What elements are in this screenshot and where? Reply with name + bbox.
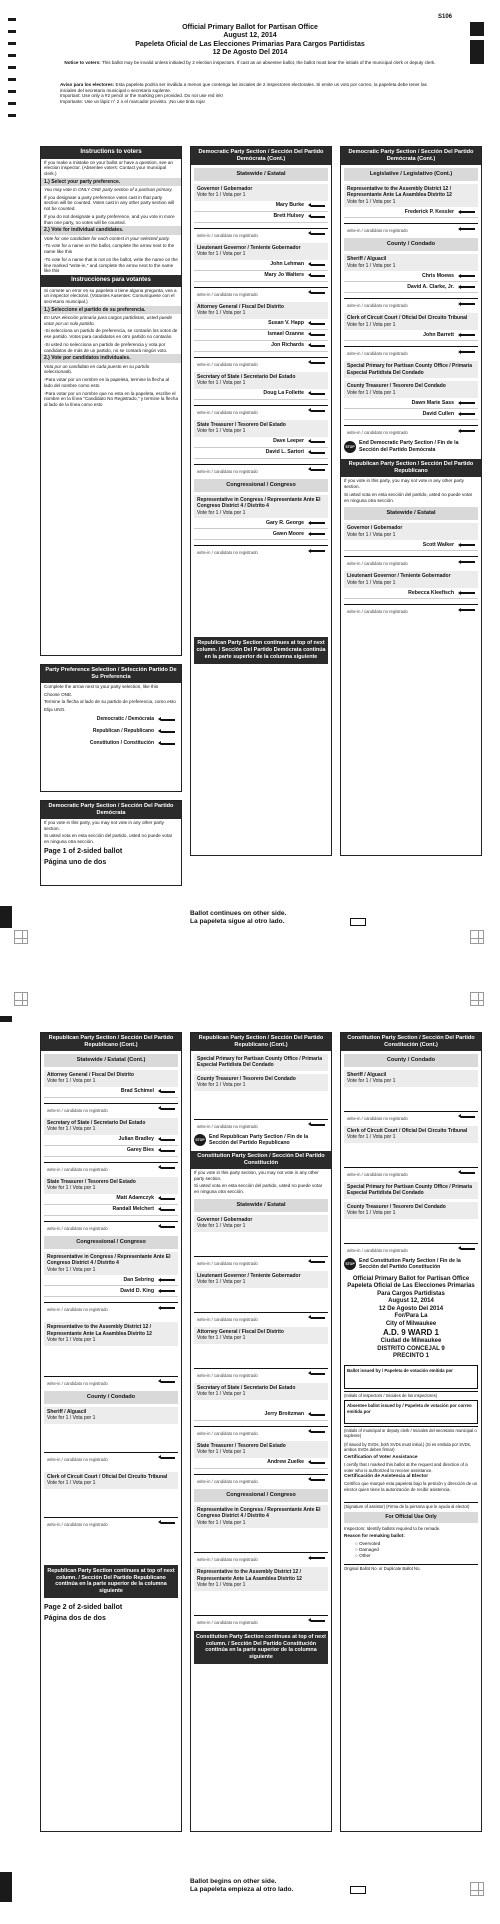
vote-arrow[interactable] [161,1381,175,1383]
stop-icon: STOP [344,441,356,453]
write-in-line[interactable]: write-in / candidato no registrado [44,1376,178,1388]
vote-arrow[interactable] [461,430,475,432]
vote-arrow[interactable] [161,1108,175,1110]
vote-arrow[interactable] [161,731,175,733]
candidate-option[interactable]: Andrew Zuelke [194,1458,328,1469]
vote-arrow[interactable] [311,1261,325,1263]
vote-arrow[interactable] [311,410,325,412]
vote-arrow[interactable] [161,1139,175,1141]
vote-arrow[interactable] [461,351,475,353]
vote-arrow[interactable] [311,1124,325,1126]
vote-arrow[interactable] [161,719,175,721]
candidate-option[interactable]: David Cullen [344,409,478,420]
crosshair-icon [14,992,28,1006]
timing-mark [8,90,16,93]
write-in-line[interactable]: write-in / candidato no registrado [344,1243,478,1255]
write-in-line[interactable]: write-in / candidato no registrado [194,287,328,299]
vote-arrow[interactable] [461,544,475,546]
candidate-option[interactable]: David D. King [44,1286,178,1297]
republican-constitution-column: Republican Party Section / Sección Del Partido Republicano (Cont.) Special Primary for Partisan County Office / Primaria Especial Partidista Del Condado County Treasurer / Tesorero Del Condado Vote for 1 / Vota por 1 write-in / candidato no registrado STOP End Republican Party Section / Fin de la Sección del Partido Republicano Constitution Party Section / Sección Del Partido Constitución If you vote in this party section, you may not vote in any other party section. Si usted vota en esta sección del partido, usted no puede votar en ninguna otra sección. Statewide / Estatal Governor / Gobernador Vote for 1 / Vota por 1 write-in / candidato no registrado Lieutenant Governor / Teniente Gobernador Vote for 1 / Vota por 1 write-in / candidato no registrado Attorney General / Fiscal Del Distrito Vote for 1 / Vota por 1 write-in / candidato no registrado Secretary of State / Secretario Del Estado Vote for 1 / Vota por 1 Jerry Broitzman write-in / candidato no registrado State Treasurer / Tesorero Del Estado Vote for 1 / Vota por 1 Andrew Zuelke write-in / candidato no registrado Congressional / Congreso Representative in Congress / Representante Ante El Congreso District 4 / Distrito 4 Vote for 1 / Vota por 1 write-in / candidato no registrado Representative to the Assembly District 12 / Representante Ante La Asamblea Distrito 12 Vote for 1 / Vota por 1 write-in / candidato no registrado Constitution Party Section continues at top of next column. / Sección Del Partido Constitución continúa en la parte superior de la columna siguiente [190,1032,332,1832]
important-es: Importante: Use un lápiz n° 2 o el marcador provisto. ¡No use tinta roja! [60,99,205,105]
vote-arrow[interactable] [461,592,475,594]
vote-arrow[interactable] [161,1522,175,1524]
write-in-line[interactable]: write-in / candidato no registrado [44,1162,178,1174]
candidate-option[interactable]: Garey Bies [44,1146,178,1157]
race-attorney-general: Attorney General / Fiscal Del Distrito Vote for 1 / Vota por 1 Susan V. Happ Ismael Ozanne Jon Richards write-in / candidato no registrado [191,302,331,369]
write-in-line[interactable]: write-in / candidato no registrado [194,464,328,476]
vote-arrow[interactable] [311,533,325,535]
vote-arrow[interactable] [311,1414,325,1416]
vote-arrow[interactable] [461,275,475,277]
timing-mark [8,42,16,45]
aviso-electores: Aviso para los electores: Esta papeleta podría ser inválida a menos que contenga las iniciales de 2 inspectores electorales. Si emite un voto por correo, la papeleta debe tener las iniciales del secretario municipal o secretario suplente. Important: Use only a #2 pencil or the marking pen provided. Do not use red ink! Importante: Use un lápiz n° 2 o el marcador provisto. ¡No use tinta roja! [60,82,440,105]
registration-mark [0,1016,12,1022]
write-in-line[interactable]: write-in / candidato no registrado [194,1426,328,1438]
reason-other[interactable]: ○ Other [355,1552,371,1558]
candidate-option[interactable]: Brad Schimel [44,1087,178,1098]
arrow-right-icon [350,918,366,926]
timing-mark [8,54,16,57]
candidate-option[interactable]: Dan Sebring [44,1275,178,1286]
vote-arrow[interactable] [161,1091,175,1093]
issued-by-box: Ballot issued by / Papeleta de votación emitida por [344,1365,478,1389]
write-in-line[interactable]: write-in / candidato no registrado [44,1452,178,1464]
candidate-option[interactable]: Rebecca Kleefisch [344,588,478,599]
write-in-line[interactable]: write-in / candidato no registrado [344,223,478,235]
party-option-constitution[interactable]: Constitution / Constitución [44,739,178,750]
candidate-option[interactable]: Frederick P. Kessler [344,207,478,218]
candidate-option[interactable]: David L. Sartori [194,448,328,459]
write-in-line[interactable]: write-in / candidato no registrado [194,405,328,417]
instructions-panel: Instructions to voters If you make a mistake on your ballot or have a question, see an election inspector. (Absentee voters: Contact your municipal clerk.) 1.) Select your party preference. You may vote in ONLY ONE party section of a partisan primary. If you designate a party preference votes cast in that party section will be counted. Votes cast in any other party section will not be counted. If you do not designate a party preference, and you vote in more than one party, no votes will be counted. 2.) Vote for individual candidates. Vote for one candidate for each contest in your selected party. -To vote for a name on the ballot, complete the arrow next to the name like this -To vote for a name that is not on the ballot, write the name on the line marked "write-in," and complete the arrow next to the name like this Instrucciones para votantes Si comete un error en su papeleta o tiene alguna pregunta, vea a un inspector electoral. (Votantes Ausentes: Comuníquese con el secretario municipal.) 1.) Seleccione el partido de su preferencia. En UNA elección primaria para cargos partidistas, usted puede votar por un solo partido. -Si selecciona un partido de preferencia, se contarán los votos de ese partido. Votos para candidatos en otro partido no contarán. -Si usted no selecciona un partido de preferencia y vota por candidatos de más de un partido, no se contará ningún voto. 2.) Vote por candidatos individuales. Vota por un candidato en cada puesto en su partido seleccionado. -Para votar por un nombre en la papeleta, termine la flecha al lado del nombre como esto -Para votar por un nombre que no esta en la papeleta, escribe el nombre en la línea "Candidato No Registrado," y termine la flecha al lado de la línea como esto [40,146,182,656]
crosshair-icon [470,992,484,1006]
write-in-line[interactable]: write-in / candidato no registrado [344,425,478,437]
vote-arrow[interactable] [311,1431,325,1433]
race-secretary-of-state: Secretary of State / Secretario Del Estado Vote for 1 / Vota por 1 Doug La Follette write-in / candidato no registrado [191,372,331,417]
candidate-option[interactable]: Chris Moews [344,271,478,282]
vote-arrow[interactable] [161,1307,175,1309]
vote-arrow[interactable] [311,275,325,277]
write-in-line[interactable]: write-in / candidato no registrado [194,1368,328,1380]
candidate-option[interactable]: Susan V. Happ [194,319,328,330]
vote-arrow[interactable] [311,264,325,266]
ballot-date-en: August 12, 2014 [223,32,277,40]
vote-arrow[interactable] [461,211,475,213]
candidate-option[interactable]: Julian Bradley [44,1135,178,1146]
write-in-line[interactable]: write-in / candidato no registrado [344,556,478,568]
reason-damaged[interactable]: ○ Damaged [355,1546,379,1552]
ballot-style-code: S106 [437,14,452,20]
write-in-line[interactable]: write-in / candidato no registrado [194,1474,328,1486]
end-constitution-section: STOP End Constitution Party Section / Fin de la Sección del Partido Constitución [345,1257,461,1271]
write-in-line[interactable]: write-in / candidato no registrado [344,298,478,310]
vote-arrow[interactable] [461,402,475,404]
timing-mark [8,102,16,105]
write-in-line[interactable]: write-in / candidato no registrado [44,1221,178,1233]
vote-arrow[interactable] [311,292,325,294]
notice-to-voters: Notice to voters: This ballot may be invalid unless initialed by 2 election inspectors. If cast as an absentee ballot, the ballot must bear the initials of the municipal clerk or deputy clerk. [64,59,436,65]
candidate-option[interactable]: John Barrett [344,330,478,341]
end-republican-section: STOP End Republican Party Section / Fin de la Sección del Partido Republicano [195,1133,309,1147]
write-in-line[interactable]: write-in / candidato no registrado [44,1302,178,1314]
vote-arrow[interactable] [461,609,475,611]
vote-arrow[interactable] [311,205,325,207]
vote-arrow[interactable] [311,323,325,325]
vote-arrow[interactable] [461,561,475,563]
candidate-option[interactable]: Ismael Ozanne [194,330,328,341]
timing-mark [8,66,16,69]
ballot-identification: Official Primary Ballot for Partisan Office Papeleta Oficial de Las Elecciones Primarias Para Cargos Partidistas August 12, 2014 12 De Agosto Del 2014 For/Para La City of Milwaukee A.D. 9 WARD 1 Ciudad de Milwaukee DISTRITO CONCEJAL 9 PRECINTO 1 [347,1275,475,1360]
vote-arrow[interactable] [161,1167,175,1169]
candidate-option[interactable]: Gary R. George [194,518,328,529]
vote-arrow[interactable] [311,345,325,347]
vote-arrow[interactable] [161,1457,175,1459]
party-option-republican[interactable]: Republican / Republicano [44,727,178,738]
candidate-option[interactable]: Mary Burke [194,201,328,212]
candidate-option[interactable]: Jon Richards [194,341,328,352]
arrow-right-icon [350,1886,366,1894]
party-option-democratic[interactable]: Democratic / Demócrata [44,715,178,726]
crosshair-icon [470,930,484,944]
crosshair-icon [14,930,28,944]
vote-arrow[interactable] [311,1462,325,1464]
vote-arrow[interactable] [161,743,175,745]
party-preference-title: Party Preference Selection / Selección Partido De Su Preferencia [41,665,181,683]
vote-arrow[interactable] [461,334,475,336]
timing-mark [8,78,16,81]
official-use-header: For Official Use Only [344,1512,478,1523]
candidate-option[interactable]: David A. Clarke, Jr. [344,282,478,293]
ballot-page-1 [0,0,500,960]
vote-arrow[interactable] [311,1479,325,1481]
ballot-date-es: 12 De Agosto Del 2014 [212,49,288,57]
vote-arrow[interactable] [311,452,325,454]
vote-arrow[interactable] [311,550,325,552]
registration-mark [0,1872,12,1902]
race-lt-governor: Lieutenant Governor / Teniente Gobernador Vote for 1 / Vota por 1 John Lehman Mary Jo Walters write-in / candidato no registrado [191,243,331,299]
vote-arrow[interactable] [311,1557,325,1559]
republican-section-title: Republican Party Section / Sección Del Partido Republicano [341,459,481,477]
vote-arrow[interactable] [311,233,325,235]
candidate-option[interactable]: Dawn Marie Sass [344,398,478,409]
vote-arrow[interactable] [161,1226,175,1228]
candidate-option[interactable]: Gwen Moore [194,529,328,540]
vote-arrow[interactable] [311,1373,325,1375]
timing-mark [8,30,16,33]
write-in-line[interactable]: write-in / candidato no registrado [194,228,328,240]
race-congress: Representative in Congress / Representante Ante El Congreso District 4 / Distrito 4 Vote for 1 / Vota por 1 Gary R. George Gwen Moore write-in / candidato no registrado [191,495,331,558]
vote-arrow[interactable] [161,1150,175,1152]
candidate-option[interactable]: Jerry Broitzman [194,1410,328,1421]
write-in-line[interactable]: write-in / candidato no registrado [44,1103,178,1115]
write-in-line[interactable]: write-in / candidato no registrado [344,346,478,358]
democratic-column-cont: Democratic Party Section / Sección Del Partido Demócrata (Cont.) Legislative / Legislativo (Cont.) Representative to the Assembly District 12 / Representante Ante La Asamblea Distrito 12 Vote for 1 / Vota por 1 Frederick P. Kessler write-in / candidato no registrado County / Condado Sheriff / Alguacil Vote for 1 / Vota por 1 Chris Moews David A. Clarke, Jr. write-in / candidato no registrado Clerk of Circuit Court / Oficial Del Circuito Tribunal Vote for 1 / Vota por 1 John Barrett write-in / candidato no registrado Special Primary for Partisan County Office / Primaria Especial Partidista Del Condado County Treasurer / Tesorero Del Condado Vote for 1 / Vota por 1 Dawn Marie Sass David Cullen write-in / candidato no registrado STOP End Democratic Party Section / Fin de la Sección del Partido Demócrata Republican Party Section / Sección Del Partido Republicano If you vote in this party, you may not vote in any other party section. Si usted vota en esta sección del partido, usted no puede votar en ninguna otra sección. Statewide / Estatal Governor / Gobernador Vote for 1 / Vota por 1 Scott Walker write-in / candidato no registrado Lieutenant Governor / Teniente Gobernador Vote for 1 / Vota por 1 Rebecca Kleefisch write-in / candidato no registrado [340,146,482,856]
race-state-treasurer: State Treasurer / Tesorero Del Estado Vote for 1 / Vota por 1 Dave Leeper David L. Sartori write-in / candidato no registrado [191,420,331,476]
race-governor: Governor / Gobernador Vote for 1 / Vota por 1 Mary Burke Brett Hulsey write-in / candidato no registrado [191,184,331,240]
crosshair-icon [470,1882,484,1896]
write-in-line[interactable]: write-in / candidato no registrado [194,1119,328,1131]
instructions-title: Instructions to voters [41,147,181,159]
write-in-line[interactable]: write-in / candidato no registrado [344,1111,478,1123]
page-number-es: Página uno de dos [44,858,107,866]
ballot-title-en: Official Primary Ballot for Partisan Office [182,24,318,31]
vote-arrow[interactable] [461,286,475,288]
candidate-option[interactable]: Randall Melchert [44,1205,178,1216]
vote-arrow[interactable] [311,1317,325,1319]
write-in-line[interactable]: write-in / candidato no registrado [194,1552,328,1564]
end-democratic-section: STOP End Democratic Party Section / Fin de la Sección del Partido Demócrata [345,440,459,453]
write-in-line[interactable]: write-in / candidato no registrado [194,1615,328,1627]
page-number-es: Página dos de dos [44,1614,106,1622]
candidate-option[interactable]: Brett Hulsey [194,212,328,223]
vote-arrow[interactable] [161,1209,175,1211]
write-in-line[interactable]: write-in / candidato no registrado [44,1517,178,1529]
page-number-en: Page 1 of 2-sided ballot [44,847,123,855]
vote-arrow[interactable] [311,441,325,443]
candidate-option[interactable]: Mary Jo Walters [194,271,328,282]
vote-arrow[interactable] [311,362,325,364]
vote-arrow[interactable] [461,1248,475,1250]
candidate-option[interactable]: Dave Leeper [194,437,328,448]
candidate-option[interactable]: John Lehman [194,260,328,271]
registration-mark [470,40,484,64]
ballot-header [40,24,460,65]
timing-mark [8,114,16,117]
candidate-option[interactable]: Scott Walker [344,540,478,551]
democratic-column: Democratic Party Section / Sección Del Partido Demócrata (Cont.) Statewide / Estatal Governor / Gobernador Vote for 1 / Vota por 1 Mary Burke Brett Hulsey write-in / candidato no registrado Lieutenant Governor / Teniente Gobernador Vote for 1 / Vota por 1 John Lehman Mary Jo Walters write-in / candidato no registrado Attorney General / Fiscal Del Distrito Vote for 1 / Vota por 1 Susan V. Happ Ismael Ozanne Jon Richards write-in / candidato no registrado Secretary of State / Secretario Del Estado Vote for 1 / Vota por 1 Doug La Follette write-in / candidato no registrado State Treasurer / Tesorero Del Estado Vote for 1 / Vota por 1 Dave Leeper David L. Sartori write-in / candidato no registrado Congressional / Congreso Representative in Congress / Representante Ante El Congreso District 4 / Distrito 4 Vote for 1 / Vota por 1 Gary R. George Gwen Moore write-in / candidato no registrado Republican Party Section continues at top of next column. / Sección Del Partido Demócrata continúa en la parte superior de la columna siguiente [190,146,332,856]
registration-mark [0,906,12,928]
write-in-line[interactable]: write-in / candidato no registrado [194,545,328,557]
vote-arrow[interactable] [161,1198,175,1200]
reason-overvoted[interactable]: ○ Overvoted [355,1541,381,1547]
continues-notice: Republican Party Section continues at top of next column. / Sección Del Partido Republicano continúa en la parte superior de la columna siguiente [44,1565,178,1598]
candidate-option[interactable]: Matt Adamczyk [44,1194,178,1205]
constitution-section-title: Constitution Party Section / Sección Del Partido Constitución [191,1151,331,1169]
absentee-box: Absentee ballot issued by / Papeleta de votación por correo emitida por [344,1400,478,1424]
stop-icon: STOP [344,1258,356,1270]
candidate-option[interactable]: Doug La Follette [194,389,328,400]
continues-notice: Republican Party Section continues at top of next column. / Sección Del Partido Demócrata continúa en la parte superior de la columna siguiente [194,637,328,663]
ballot-title-es: Papeleta Oficial de Las Elecciones Primarias Para Cargos Partidistas [135,40,365,48]
republican-column: Republican Party Section / Sección Del Partido Republicano (Cont.) Statewide / Estatal (Cont.) Attorney General / Fiscal Del Distrito Vote for 1 / Vota por 1 Brad Schimel write-in / candidato no registrado Secretary of State / Secretario Del Estado Vote for 1 / Vota por 1 Julian Bradley Garey Bies write-in / candidato no registrado State Treasurer / Tesorero Del Estado Vote for 1 / Vota por 1 Matt Adamczyk Randall Melchert write-in / candidato no registrado Congressional / Congreso Representative in Congress / Representante Ante El Congreso District 4 / Distrito 4 Vote for 1 / Vota por 1 Dan Sebring David D. King write-in / candidato no registrado Representative to the Assembly District 12 / Representante Ante La Asamblea Distrito 12 Vote for 1 / Vota por 1 write-in / candidato no registrado County / Condado Sheriff / Alguacil Vote for 1 / Vota por 1 write-in / candidato no registrado Clerk of Circuit Court / Oficial Del Circuito Tribunal Vote for 1 / Vota por 1 write-in / candidato no registrado Republican Party Section continues at top of next column. / Sección Del Partido Republicano continúa en la parte superior de la columna siguiente Page 2 of 2-sided ballot Página dos de dos [40,1032,182,1832]
vote-arrow[interactable] [461,1172,475,1174]
timing-mark [8,18,16,21]
write-in-line[interactable]: write-in / candidato no registrado [194,357,328,369]
vote-arrow[interactable] [311,216,325,218]
vote-arrow[interactable] [311,393,325,395]
vote-arrow[interactable] [461,413,475,415]
vote-arrow[interactable] [461,228,475,230]
footer-begins: Ballot begins on other side. La papeleta empieza al otro lado. [190,1878,294,1893]
constitution-column: Constitution Party Section / Sección Del Partido Constitución (Cont.) County / Condado Sheriff / Alguacil Vote for 1 / Vota por 1 write-in / candidato no registrado Clerk of Circuit Court / Oficial Del Circuito Tribunal Vote for 1 / Vota por 1 write-in / candidato no registrado Special Primary for Partisan County Office / Primaria Especial Partidista Del Condado County Treasurer / Tesorero Del Condado Vote for 1 / Vota por 1 write-in / candidato no registrado STOP End Constitution Party Section / Fin de la Sección del Partido Constitución Official Primary Ballot for Partisan Office Papeleta Oficial de Las Elecciones Primarias Para Cargos Partidistas August 12, 2014 12 De Agosto Del 2014 For/Para La City of Milwaukee A.D. 9 WARD 1 Ciudad de Milwaukee DISTRITO CONCEJAL 9 PRECINTO 1 Ballot issued by / Papeleta de votación emitida por (Initials of inspectors / Iniciales de los inspectores) Absentee ballot issued by / Papeleta de votación por correo emitida por (Initials of municipal or deputy clerk / Iniciales del secretario municipal o suplente) (If issued by SVDs, both SVDs must initial.) (Si es emitida por SVDs, ambos SVDs deben firmar) Certification of Voter Assistance I certify that I marked this ballot at the request and direction of a voter who is authorized to receive assistance. Certificación de Asistencia al Elector Certifico que marqué esta papeleta bajo la petición y dirección de un elector quien tiene la autorización de recibir asistencia. (Signature of assistor) (Firma de la persona que le ayuda al elector) For Official Use Only Inspectors: Identify ballots required to be remade. Reason for remaking ballot: ○ Overvoted ○ Damaged ○ Other Original Ballot No. or Duplicate Ballot No. [340,1032,482,1832]
vote-arrow[interactable] [311,1620,325,1622]
vote-arrow[interactable] [311,469,325,471]
democratic-section-start: Democratic Party Section / Sección Del Partido Demócrata If you vote in this party, you may not vote in any other party section. Si usted vota en esta sección del partido, usted no puede votar en ninguna otra sección. Page 1 of 2-sided ballot Página uno de dos [40,800,182,886]
party-preference-panel: Party Preference Selection / Selección Partido De Su Preferencia Complete the arrow next to your party selection, like this Choose ONE. Termine la flecha al lado de su partido de preferencia, como esto Elija UNO. Democratic / Demócrata Republican / Republicano Constitution / Constitución [40,664,182,792]
write-in-line[interactable]: write-in / candidato no registrado [194,1256,328,1268]
instrucciones-title: Instrucciones para votantes [41,275,181,287]
page-number-en: Page 2 of 2-sided ballot [44,1603,123,1611]
footer-continues: Ballot continues on other side. La papeleta sigue al otro lado. [190,910,287,925]
vote-arrow[interactable] [311,522,325,524]
vote-arrow[interactable] [461,1116,475,1118]
write-in-line[interactable]: write-in / candidato no registrado [194,1312,328,1324]
stop-icon: STOP [194,1134,206,1146]
vote-arrow[interactable] [161,1279,175,1281]
write-in-line[interactable]: write-in / candidato no registrado [344,604,478,616]
continues-notice: Constitution Party Section continues at top of next column. / Sección Del Partido Constitución continúa en la parte superior de la columna siguiente [194,1631,328,1664]
registration-mark [470,22,484,36]
vote-arrow[interactable] [311,334,325,336]
important-en: Important: Use only a #2 pencil or the marking pen provided. Do not use red ink! [60,93,223,99]
vote-arrow[interactable] [461,303,475,305]
ballot-page-2 [0,962,500,1924]
write-in-line[interactable]: write-in / candidato no registrado [344,1167,478,1179]
vote-arrow[interactable] [161,1290,175,1292]
